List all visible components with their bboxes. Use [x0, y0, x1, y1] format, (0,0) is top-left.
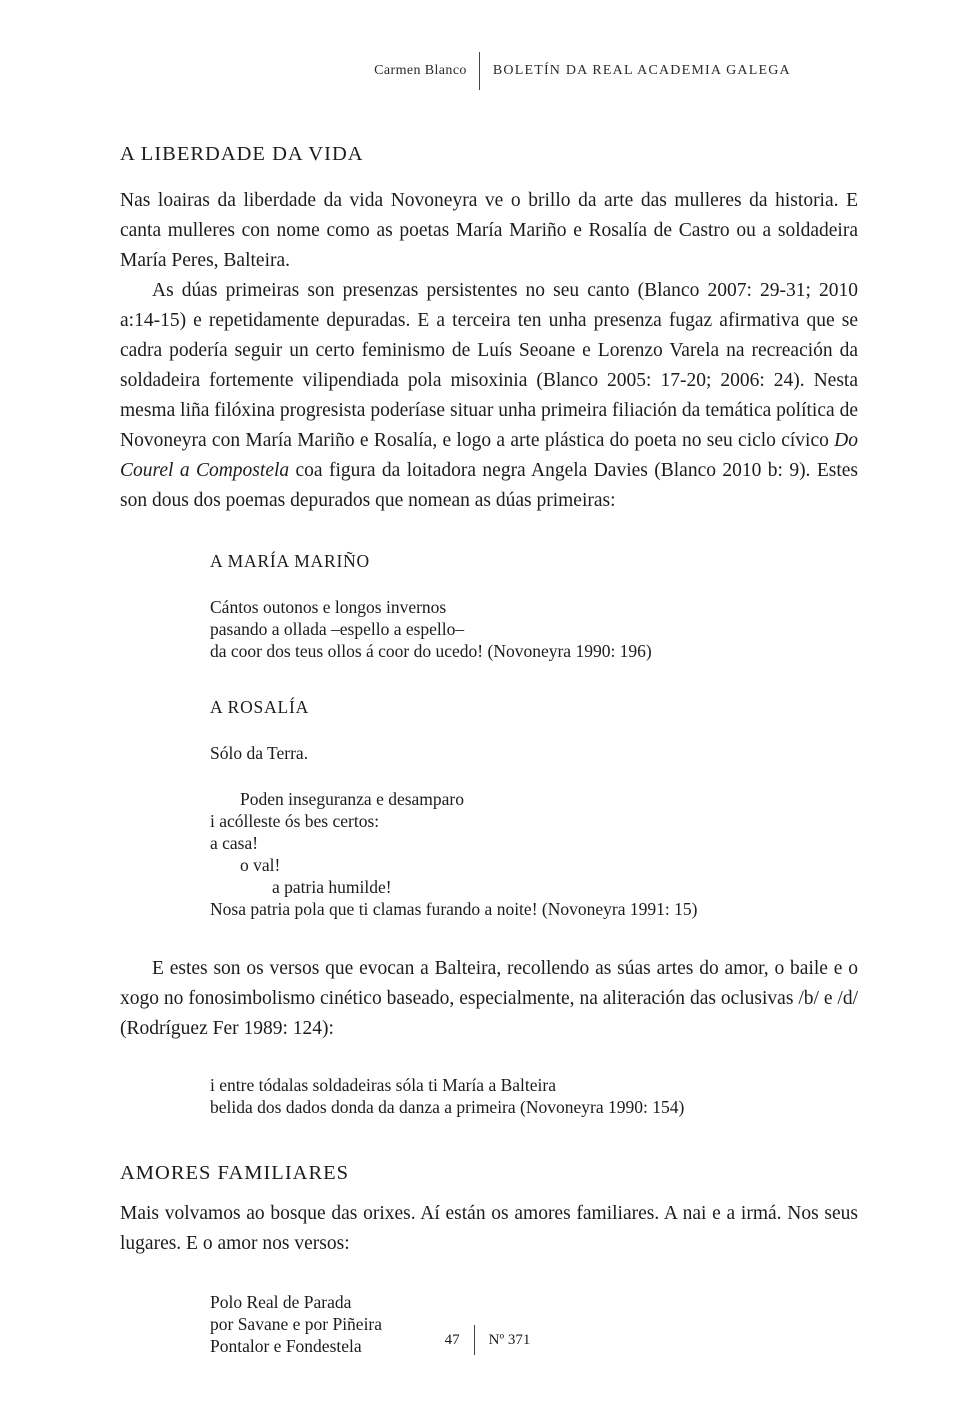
poem-line: Pontalor e Fondestela: [210, 1336, 362, 1356]
paragraph: Nas loairas da liberdade da vida Novoneyra ve o brillo da arte das mulleres da historia. E canta mulleres con nome como as poetas María Mariño e Rosalía de Castro ou a soldadeira María Peres, Balteira.: [120, 190, 858, 271]
section-heading-amores: AMORES FAMILIARES: [120, 1162, 350, 1184]
poem-stanza: [210, 788, 858, 920]
paragraph-run: As dúas primeiras son presenzas persistentes no seu canto (Blanco 2007: 29-31; 2010 a:14-15) e repetidamente depuradas. E a terceira ten unha presenza fugaz afirmativa que se cadra podería seguir un certo feminismo de Luís Seoane e Lorenzo Varela na recreación da soldadeira fortemente vilipendiada pola misoxinia (Blanco 2005: 17-20; 2006: 24). Nesta mesma liña filóxina progresista poderíase situar unha primeira filiación da temática política de Novoneyra con María Mariño e Rosalía, e logo a arte plástica do poeta no seu ciclo cívico: [120, 280, 858, 451]
paragraph-run-italic: Do Courel a Compostela: [120, 430, 858, 481]
poem-line: pasando a ollada –espello a espello–: [210, 619, 465, 639]
poem-stanza: [210, 1074, 858, 1118]
paragraph: [120, 276, 858, 516]
section-heading-liberdade: A LIBERDADE DA VIDA: [120, 143, 364, 165]
poem-line: Polo Real de Parada: [210, 1292, 352, 1312]
poem-line: da coor dos teus ollos á coor do ucedo! (Novoneyra 1990: 196): [210, 641, 652, 661]
issue-number: Nº 371: [488, 1331, 531, 1348]
text-column: [120, 143, 858, 1357]
poem-stanza: [210, 596, 858, 662]
running-header-inner: [374, 52, 791, 90]
poem-line: i acólleste ós bes certos:: [210, 811, 380, 831]
poem-line: por Savane e por Piñeira: [210, 1314, 383, 1334]
poem-line: belida dos dados donda da danza a primeira (Novoneyra 1990: 154): [210, 1097, 685, 1117]
poem-title: A ROSALÍA: [210, 697, 310, 717]
poem-balteira: [210, 1074, 858, 1118]
paragraph: E estes son os versos que evocan a Balteira, recollendo as súas artes do amor, o baile e o xogo no fonosimbolismo cinético baseado, especialmente, na aliteración das oclusivas /b/ e /d/ (Rodríguez Fer 1989: 124):: [120, 958, 858, 1039]
poem-epigraph: Sólo da Terra.: [210, 743, 309, 763]
poem-line: i entre tódalas soldadeiras sóla ti María a Balteira: [210, 1075, 556, 1095]
poem-line: Poden inseguranza e desamparo: [240, 789, 465, 809]
poem-line: Cántos outonos e longos invernos: [210, 597, 447, 617]
poem-line: o val!: [240, 855, 281, 875]
page-footer: [0, 1325, 975, 1355]
header-journal-title: BOLETÍN DA REAL ACADEMIA GALEGA: [492, 63, 791, 78]
poem-line: a casa!: [210, 833, 259, 853]
page-number: 47: [444, 1331, 460, 1348]
running-header: [0, 52, 975, 90]
poem-maria-marino: [210, 550, 858, 920]
paragraph: Mais volvamos ao bosque das orixes. Aí están os amores familiares. A nai e a irmá. Nos seus lugares. E o amor nos versos:: [120, 1203, 858, 1254]
paragraph-run: coa figura da loitadora negra Angela Davies (Blanco 2010 b: 9). Estes son dous dos poemas depurados que nomean as dúas primeiras:: [120, 460, 858, 511]
poem-title: A MARÍA MARIÑO: [210, 551, 370, 571]
poem-line: Nosa patria pola que ti clamas furando a noite! (Novoneyra 1991: 15): [210, 899, 698, 919]
header-author: Carmen Blanco: [374, 63, 467, 78]
poem-line: a patria humilde!: [272, 877, 392, 897]
